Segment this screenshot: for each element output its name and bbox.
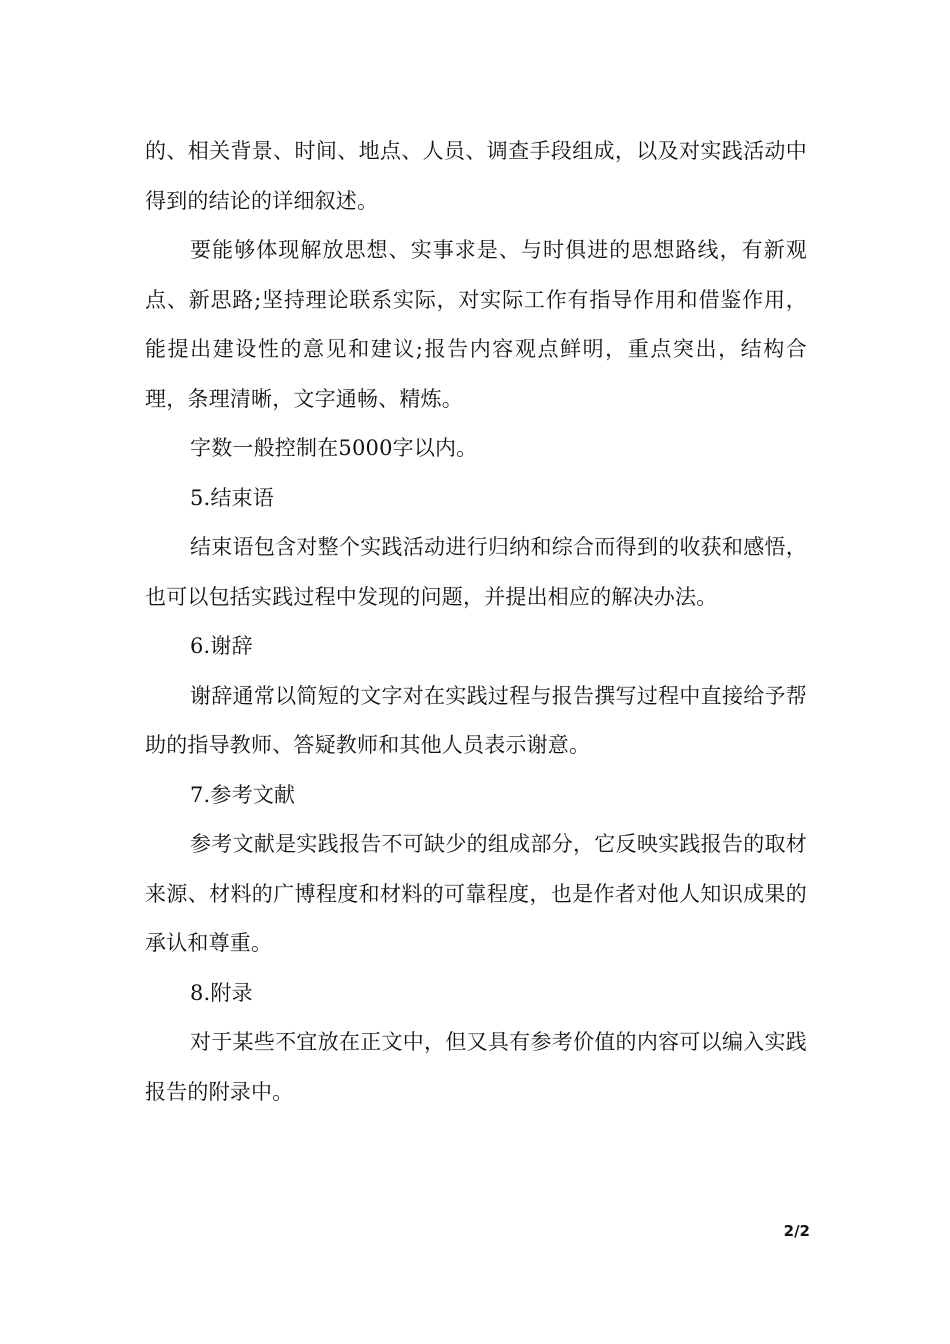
paragraph-references: 参考文献是实践报告不可缺少的组成部分，它反映实践报告的取材来源、材料的广博程度和材料的可靠程度，也是作者对他人知识成果的承认和尊重。 [145,832,807,955]
page-number: 2/2 [783,1222,810,1240]
section-heading-acknowledgements: 6.谢辞 [190,634,253,658]
document-body [145,127,807,1117]
paragraph-acknowledgements: 谢辞通常以简短的文字对在实践过程与报告撰写过程中直接给予帮助的指导教师、答疑教师和其他人员表示谢意。 [145,683,807,757]
section-heading-conclusion: 5.结束语 [190,485,275,510]
paragraph-conclusion: 结束语包含对整个实践活动进行归纳和综合而得到的收获和感悟，也可以包括实践过程中发现的问题，并提出相应的解决办法。 [145,535,807,609]
paragraph-continuation: 的、相关背景、时间、地点、人员、调查手段组成，以及对实践活动中得到的结论的详细叙述。 [145,139,807,213]
paragraph-requirements: 要能够体现解放思想、实事求是、与时俱进的思想路线，有新观点、新思路;坚持理论联系实际，对实际工作有指导作用和借鉴作用，能提出建设性的意见和建议;报告内容观点鲜明，重点突出，结构合理，条理清晰，文字通畅、精炼。 [145,238,807,411]
paragraph-appendix: 对于某些不宜放在正文中，但又具有参考价值的内容可以编入实践报告的附录中。 [145,1030,807,1104]
section-heading-references: 7.参考文献 [190,782,296,807]
section-heading-appendix: 8.附录 [190,980,253,1005]
paragraph-word-count: 字数一般控制在5000字以内。 [190,436,478,460]
